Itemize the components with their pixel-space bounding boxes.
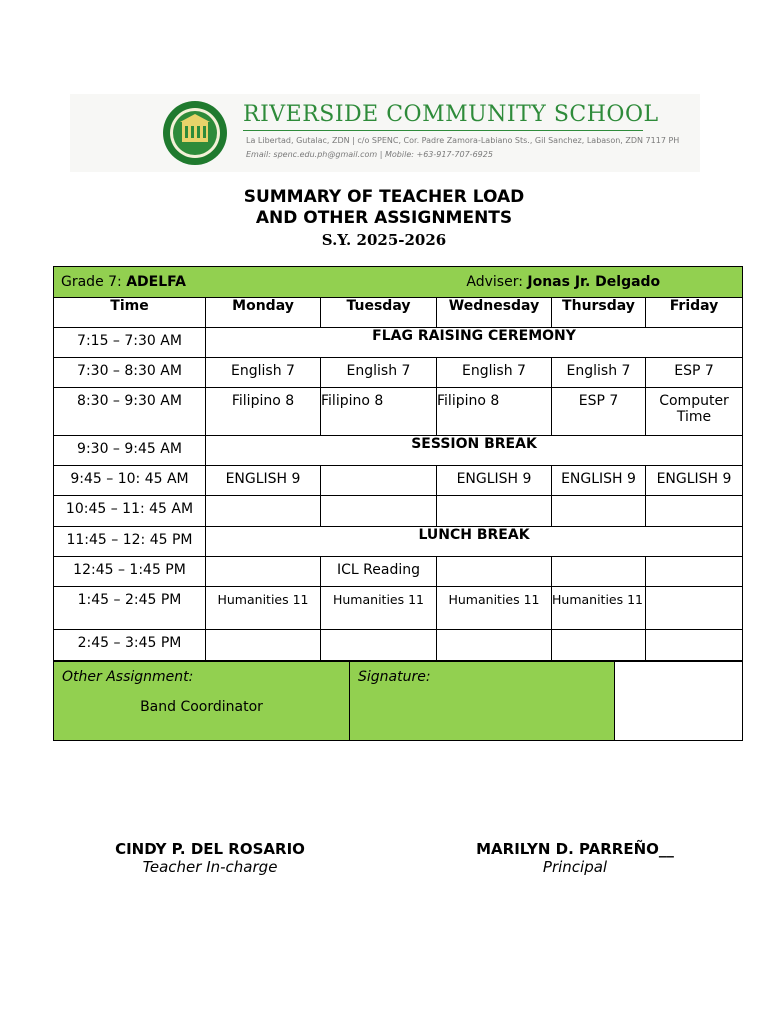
schedule-cell: ENGLISH 9 [206, 466, 321, 496]
section-name: ADELFA [126, 274, 186, 290]
time-cell: 7:15 – 7:30 AM [54, 328, 206, 358]
schedule-cell: English 7 [321, 358, 437, 388]
table-row [54, 557, 743, 587]
signatory-left [80, 840, 340, 876]
grade-label: Grade 7: [61, 274, 122, 290]
schedule-cell [206, 630, 321, 661]
table-row [54, 358, 743, 388]
flag-ceremony-cell: FLAG RAISING CEREMONY [206, 328, 743, 358]
schedule-cell [206, 557, 321, 587]
schedule-cell: Humanities 11 [437, 587, 552, 630]
schedule-cell: ESP 7 [646, 358, 743, 388]
school-name: RIVERSIDE COMMUNITY SCHOOL [243, 102, 659, 127]
schedule-cell: Computer Time [646, 388, 743, 436]
schedule-cell: English 7 [206, 358, 321, 388]
time-cell: 12:45 – 1:45 PM [54, 557, 206, 587]
schedule-cell: Filipino 8 [437, 388, 552, 436]
schedule-cell [437, 557, 552, 587]
table-row [54, 496, 743, 527]
schedule-cell: English 7 [552, 358, 646, 388]
other-assignment-cell [54, 662, 350, 741]
table-row [54, 527, 743, 557]
schedule-cell: ESP 7 [552, 388, 646, 436]
schedule-cell [646, 587, 743, 630]
time-cell: 9:45 – 10: 45 AM [54, 466, 206, 496]
document-title-line2: AND OTHER ASSIGNMENTS [255, 208, 513, 228]
column-header-monday: Monday [206, 298, 321, 328]
schedule-cell: ENGLISH 9 [646, 466, 743, 496]
letterhead-rule [243, 130, 643, 131]
letterhead [70, 94, 700, 172]
day-header-row [54, 298, 743, 328]
table-row [54, 436, 743, 466]
other-assignment-value: Band Coordinator [140, 699, 263, 715]
time-cell: 1:45 – 2:45 PM [54, 587, 206, 630]
schedule-cell [321, 630, 437, 661]
schedule-cell [552, 630, 646, 661]
schedule-cell: ICL Reading [321, 557, 437, 587]
column-header-thursday: Thursday [552, 298, 646, 328]
table-row [54, 630, 743, 661]
time-cell: 2:45 – 3:45 PM [54, 630, 206, 661]
schedule-cell: English 7 [437, 358, 552, 388]
session-break-cell: SESSION BREAK [206, 436, 743, 466]
schedule-cell: Humanities 11 [552, 587, 646, 630]
table-row [54, 587, 743, 630]
time-cell: 9:30 – 9:45 AM [54, 436, 206, 466]
schedule-cell [646, 557, 743, 587]
schedule-table [53, 266, 743, 661]
principal-name: MARILYN D. PARREÑO__ [476, 840, 674, 858]
signature-label: Signature: [358, 669, 431, 685]
signature-cell [350, 662, 615, 741]
other-assignment-label: Other Assignment: [62, 669, 194, 685]
schedule-cell: Humanities 11 [206, 587, 321, 630]
schedule-cell [646, 630, 743, 661]
adviser-label: Adviser: [466, 274, 523, 290]
blank-cell [615, 662, 743, 741]
school-year: S.Y. 2025-2026 [321, 231, 447, 249]
teacher-incharge-name: CINDY P. DEL ROSARIO [115, 840, 305, 858]
time-cell: 11:45 – 12: 45 PM [54, 527, 206, 557]
column-header-friday: Friday [646, 298, 743, 328]
school-address: La Libertad, Gutalac, ZDN | c/o SPENC, Cor. Padre Zamora-Labiano Sts., Gil Sanchez, Labason, ZDN 7117 PH [246, 136, 680, 145]
time-cell: 10:45 – 11: 45 AM [54, 496, 206, 527]
column-header-time: Time [54, 298, 206, 328]
table-row [54, 388, 743, 436]
schedule-cell [437, 630, 552, 661]
class-info-row [54, 267, 743, 298]
school-contact: Email: spenc.edu.ph@gmail.com | Mobile: +63-917-707-6925 [246, 150, 493, 159]
schedule-cell: ENGLISH 9 [437, 466, 552, 496]
signatory-right [450, 840, 700, 876]
table-row [54, 466, 743, 496]
schedule-cell [552, 496, 646, 527]
lunch-break-cell: LUNCH BREAK [206, 527, 743, 557]
table-row [54, 328, 743, 358]
schedule-cell: Humanities 11 [321, 587, 437, 630]
schedule-cell [321, 466, 437, 496]
assignment-table [53, 661, 743, 741]
schedule-cell: Filipino 8 [206, 388, 321, 436]
teacher-incharge-role: Teacher In-charge [142, 858, 278, 876]
schedule-cell: Filipino 8 [321, 388, 437, 436]
column-header-wednesday: Wednesday [437, 298, 552, 328]
schedule-cell [206, 496, 321, 527]
time-cell: 7:30 – 8:30 AM [54, 358, 206, 388]
adviser-name: Jonas Jr. Delgado [527, 274, 661, 290]
schedule-cell [321, 496, 437, 527]
schedule-cell: ENGLISH 9 [552, 466, 646, 496]
principal-role: Principal [542, 858, 608, 876]
document-title-line1: SUMMARY OF TEACHER LOAD [243, 187, 525, 207]
time-cell: 8:30 – 9:30 AM [54, 388, 206, 436]
column-header-tuesday: Tuesday [321, 298, 437, 328]
schedule-cell [437, 496, 552, 527]
schedule-cell [646, 496, 743, 527]
school-seal-logo [162, 100, 228, 166]
schedule-cell [552, 557, 646, 587]
